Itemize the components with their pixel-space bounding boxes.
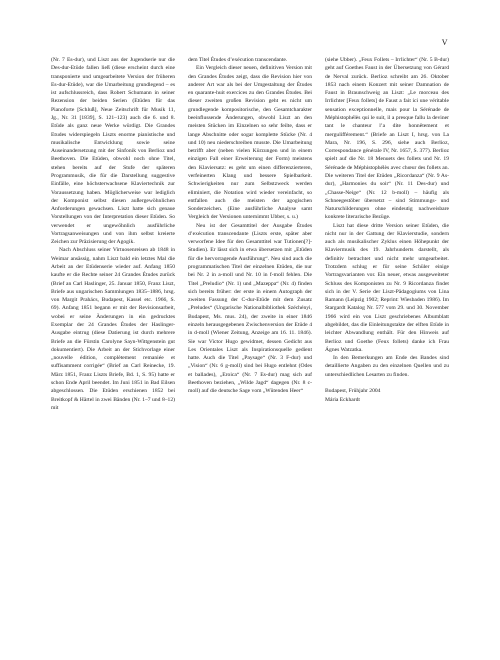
- paragraph: Nach Abschluss seiner Virtuosenreisen ab 1848 in Weimar ansässig, nahm Liszt bald ein letztes Mal die Arbeit an der Etüdenserie wieder auf. Anfang 1850 kaufte er die Rechte seiner 24 Grandes Études zurück (Brief an Carl Haslinger, 25. Januar 1850, Franz Liszt, Briefe aus ungarischen Sammlungen 1835–1886, hrsg. von Margit Prahács, Budapest, Kassel etc. 1966, S. 69). Anfang 1851 begann er mit der Revisionsarbeit, wobei er seine Änderungen in ein gedrucktes Exemplar der 24 Grandes Études der Haslinger-Ausgabe eintrug (diese Datierung ist durch mehrere Briefe an die Fürstin Carolyne Sayn-Wittgenstein gut dokumentiert). Die Arbeit an der Stichvorlage einer „nouvelle édition, complètement remaniée et suffisamment corrigée“ (Brief an Carl Reinecke, 19. März 1851, Franz Liszts Briefe, Bd. 1, S. 95) hatte er schon Ende April beendet. Im Juni 1851 in Bad Eilsen abgeschlossen. Die Etüden erschienen 1852 bei Breitkopf & Härtel in zwei Bänden (Nr. 1–7 und 8–12) mit: [51, 247, 175, 411]
- paragraph: Liszt hat diese dritte Version seiner Etüden, die nicht nur in der Gattung der Klavierstudie, sondern auch als musikalischer Zyklus einen Höhepunkt der Klaviermusik des 19. Jahrhunderts darstellt, als definitiv betrachtet und nicht mehr umgearbeitet. Trotzdem schlug er für seine Schüler einige Vortragsvarianten vor. Ein neuer, etwas ausgeweiteter Schluss des Komponisten zu Nr. 9 Ricordanza findet sich in der V. Serie der Liszt-Pädagogiums von Lina Ramann (Leipzig 1902; Reprint: Wiesbaden 1986). Im Stargardt Katalog Nr. 577 vom 29. und 30. November 1966 wird ein von Liszt geschriebenes Albumblatt abgebildet, das die Einleitungstakte der elften Etüde in leichter Abwandlung enthält. Für den Hinweis auf Berlioz und Goethe (Feux follets) danke ich Frau Ágnes Watzatka.: [325, 222, 449, 353]
- column-left: [51, 56, 175, 636]
- paragraph: Neu ist der Gesamttitel der Ausgabe Études d’exécution transcendante (Liszts erste, später aber verworfene Idee für den Gesamttitel war Tutionen[?]-Studien). Er lässt sich in etwa übersetzen mit „Etüden für die hervorragende Ausführung“. Neu sind auch die programmatischen Titel der einzelnen Etüden, die nur bei Nr. 2 in a-moll und Nr. 10 in f-moll fehlen. Die Titel „Preludio“ (Nr. 1) und „Mazeppa“ (Nr. 4) finden sich bereits früher: der erste in einem Autograph der zweiten Fassung der C-dur-Etüde mit dem Zusatz „Preludes“ (Ungarische Nationalbibliothek Széchényi, Budapest, Ms. mus. 24), der zweite in einer 1846 einzeln herausgegebenen Zwischenversion der Etüde 4 in d-moll (Wiener Zeitung, Anzeige am 16. 11. 1846). Sie war Victor Hugo gewidmet, dessen Gedicht aus Les Orientales Liszt als Inspirationsquelle gedient hatte. Auch die Titel „Paysage“ (Nr. 3 F-dur) und „Vision“ (Nr. 6 g-moll) sind bei Hugo entlehnt (Odes et ballades), „Eroica“ (Nr. 7 Es-dur) mag sich auf Beethoven beziehen, „Wilde Jagd“ dagegen (Nr. 8 c-moll) auf die deutsche Sage vom „Wütenden Heer“: [188, 222, 312, 395]
- paragraph: (Nr. 7 Es-dur), und Liszt aus der Jugendserie nur die Des-dur-Etüde fallen ließ (diese erscheint durch eine transponierte und umgearbeitete Version der früheren Es-dur-Etüde), war die Umarbeitung grundlegend – es ist aufschlussreich, dass Robert Schumann in seiner Rezension der beiden Serien (Etüden für das Pianoforte [Schluß], Neue Zeitschrift für Musik 11, Jg., Nr. 31 [1839], S. 121–123) auch die 6. und 8. Etüde als ganz neue Werke würdigt. Die Grandes Etudes widerspiegeln Liszts enorme pianistische und musikalische Entwicklung sowie seine Auseinandersetzung mit der Sinfonik von Berlioz und Beethoven. Die Etüden, obwohl noch ohne Titel, stehen bereits auf der Stufe der späteren Programmusik, die für die Darstellung suggestive Einfälle, eine höchsterwachsene Klaviertechnik zur Voraussetzung haben. Möglicherweise war lediglich der Komponist selbst diesen außergewöhnlichen Anforderungen gewachsen. Liszt hatte sich genaue Vorstellungen von der Interpretation dieser Etüden. So verwendet er ungewöhnlich ausführliche Vortragsanweisungen und von ihm selbst kreierte Zeichen zur Präzisierung der Agogik.: [51, 57, 175, 246]
- paragraph: Ein Vergleich dieser neuen, definitiven Version mit den Grandes Études zeigt, dass die Revision hier von anderer Art war als bei der Umgestaltung der Études en quarante-huit exercices zu den Grandes Études. Bei dieser zweiten großen Revision geht es nicht um grundlegende kompositorische, den Gesamtcharakter beeinflussende Änderungen, obwohl Liszt an den meisten Stücken im Einzelnen so sehr feilte, dass er lange Abschnitte oder sogar komplette Stücke (Nr. 4 und 10) neu niederschreiben musste. Die Umarbeitung betrifft aber (neben vielen Kürzungen und in einem einzigen Fall einer Erweiterung der Form) meistens den Klaviersatz: es geht um einen differenzierteren, verfeinerten Klang und bessere Spielbarkeit. Schwierigkeiten nur zum Selbstzweck werden eliminiert, die Notation wird wieder vereinfacht, so entfallen auch die meisten der agogischen Sonderzeichen. (Eine ausführliche Analyse samt Vergleich der Versionen unternimmt Ubber, s. u.): [188, 65, 312, 221]
- page-number: V: [441, 38, 448, 47]
- text-columns: [51, 56, 449, 636]
- column-middle: [188, 56, 312, 636]
- paragraph: (siehe Ubber). „Feux Follets – Irrlichter“ (Nr. 5 B-dur) geht auf Goethes Faust in der Übersetzung von Gérard de Nerval zurück. Berlioz schreibt am 26. Oktober 1853 nach einem Konzert mit seiner Damnation de Faust in Braunschweig an Liszt: „Le morceau des Irrlichter [Feux follets] de Faust a fait ici une véritable sensation exceptionnelle, mais pour la Sérénade de Méphistophélès qui le suit, il a presque fallu la deviner tant le chanteur l’a dite honnêtement et mergulifférement.“ (Briefe an Liszt I, hrsg. von La Mara, Nr. 196, S. 296, siehe auch Berlioz, Correspondance générale IV, Nr. 1657, S. 377). Berlioz spielt auf die Nr. 18 Menuets des follets und Nr. 19 Sérénade de Méphistophélès avec chœur des follets an. Die weiteren Titel der Etüden „Ricordanza“ (Nr. 9 As-dur), „Harmonies du soir“ (Nr. 11 Des-dur) und „Chasse-Neige“ (Nr. 12 b-moll) – häufig als Schneegestöber übersetzt – sind Stimmungs- und Naturschilderungen ohne eindeutig nachweisbare konkrete literarische Bezüge.: [325, 57, 449, 221]
- author-signature: Mária Eckhardt: [325, 396, 360, 403]
- column-right: [325, 56, 449, 636]
- place-date: Budapest, Frühjahr 2004: [325, 388, 381, 395]
- paragraph: In den Bemerkungen am Ende des Bandes sind detaillierte Angaben zu den einzelnen Quellen und zu unterschiedlichen Lesarten zu finden.: [325, 355, 449, 378]
- paragraph: dem Titel Études d’exécution transcendante.: [188, 57, 288, 63]
